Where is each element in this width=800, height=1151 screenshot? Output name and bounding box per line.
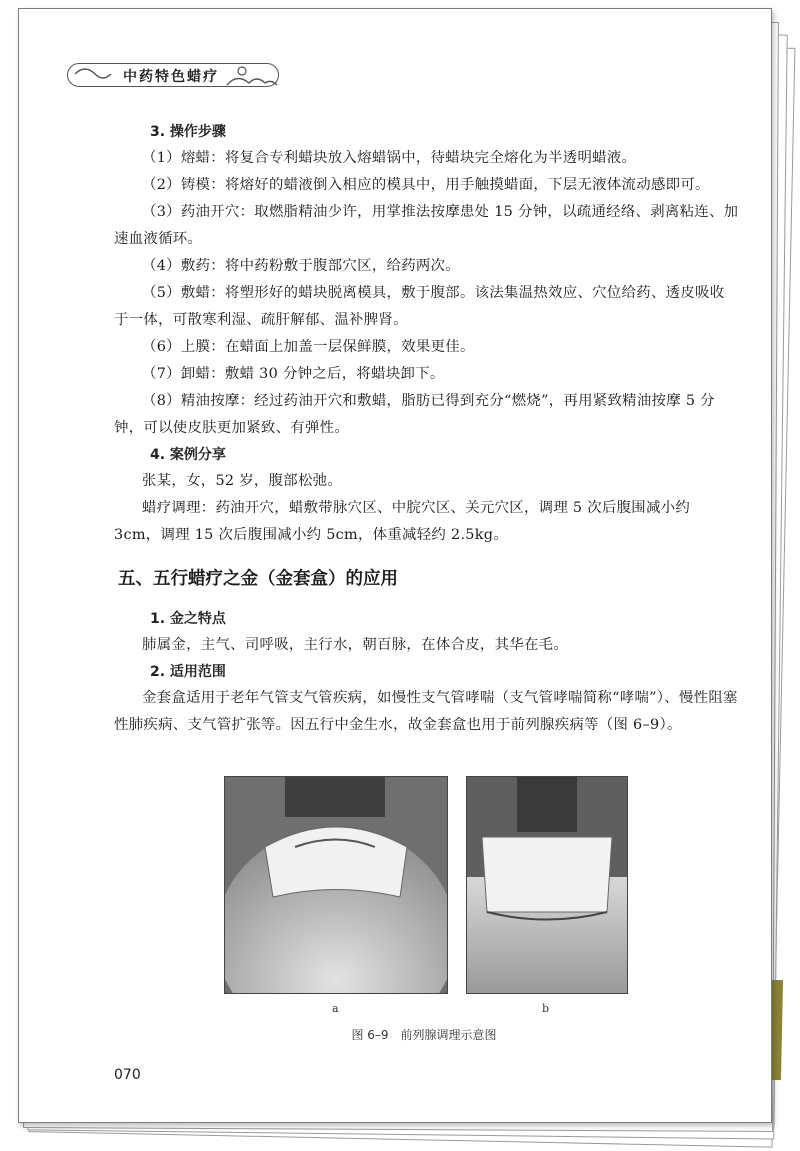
step-8: （8）精油按摩：经过药油开穴和敷蜡，脂肪已得到充分“燃烧”，再用紧致精油按摩 5 分钟，可以使皮肤更加紧致、有弹性。 — [114, 393, 715, 436]
step-4: （4）敷药：将中药粉敷于腹部穴区，给药两次。 — [142, 258, 460, 274]
book-page — [18, 8, 772, 1123]
photo-b-label: b — [542, 1002, 550, 1015]
photo-a-label: a — [332, 1002, 339, 1015]
step-5: （5）敷蜡：将塑形好的蜡块脱离模具，敷于腹部。该法集温热效应、穴位给药、透皮吸收于一体，可散寒利湿、疏肝解郁、温补脾肾。 — [114, 285, 725, 328]
figure-6-9 — [224, 776, 624, 1046]
figure-caption: 图 6–9 前列腺调理示意图 — [351, 1028, 497, 1042]
abdomen-wax-photo-a — [225, 777, 447, 993]
section-heading-metal: 1. 金之特点 — [150, 611, 226, 627]
step-3: （3）药油开穴：取燃脂精油少许，用掌推法按摩患处 15 分钟，以疏通经络、剥离粘连、加速血液循环。 — [114, 204, 739, 247]
scope-text: 金套盒适用于老年气管支气管疾病，如慢性支气管哮喘（支气管哮喘简称“哮喘”）、慢性阻塞性肺疾病、支气管扩张等。因五行中金生水，故金套盒也用于前列腺疾病等（图 6–9）。 — [114, 690, 738, 733]
step-1: （1）熔蜡：将复合专利蜡块放入熔蜡锅中，待蜡块完全熔化为半透明蜡液。 — [142, 150, 637, 166]
running-header — [67, 57, 282, 97]
section-heading-scope: 2. 适用范围 — [150, 664, 226, 680]
body-text — [114, 119, 739, 739]
chapter-heading: 五、五行蜡疗之金（金套盒）的应用 — [118, 569, 398, 589]
metal-features-text: 肺属金，主气、司呼吸，主行水，朝百脉，在体合皮，其华在毛。 — [142, 637, 569, 653]
photo-a — [224, 776, 448, 994]
photo-b — [466, 776, 628, 994]
running-header-title: 中药特色蜡疗 — [123, 69, 219, 85]
case-treatment: 蜡疗调理：药油开穴，蜡敷带脉穴区、中脘穴区、关元穴区，调理 5 次后腹围减小约 3cm，调理 15 次后腹围减小约 5cm，体重减轻约 2.5kg。 — [114, 500, 691, 543]
case-patient: 张某，女，52 岁，腹部松弛。 — [142, 473, 343, 489]
step-7: （7）卸蜡：敷蜡 30 分钟之后，将蜡块卸下。 — [142, 366, 445, 382]
section-heading-steps: 3. 操作步骤 — [150, 124, 226, 140]
step-6: （6）上膜：在蜡面上加盖一层保鲜膜，效果更佳。 — [142, 339, 475, 355]
abdomen-wax-photo-b — [467, 777, 627, 993]
page-number: 070 — [114, 1067, 141, 1083]
step-2: （2）铸模：将熔好的蜡液倒入相应的模具中，用手触摸蜡面，下层无液体流动感即可。 — [142, 177, 710, 193]
section-heading-case: 4. 案例分享 — [150, 447, 226, 463]
